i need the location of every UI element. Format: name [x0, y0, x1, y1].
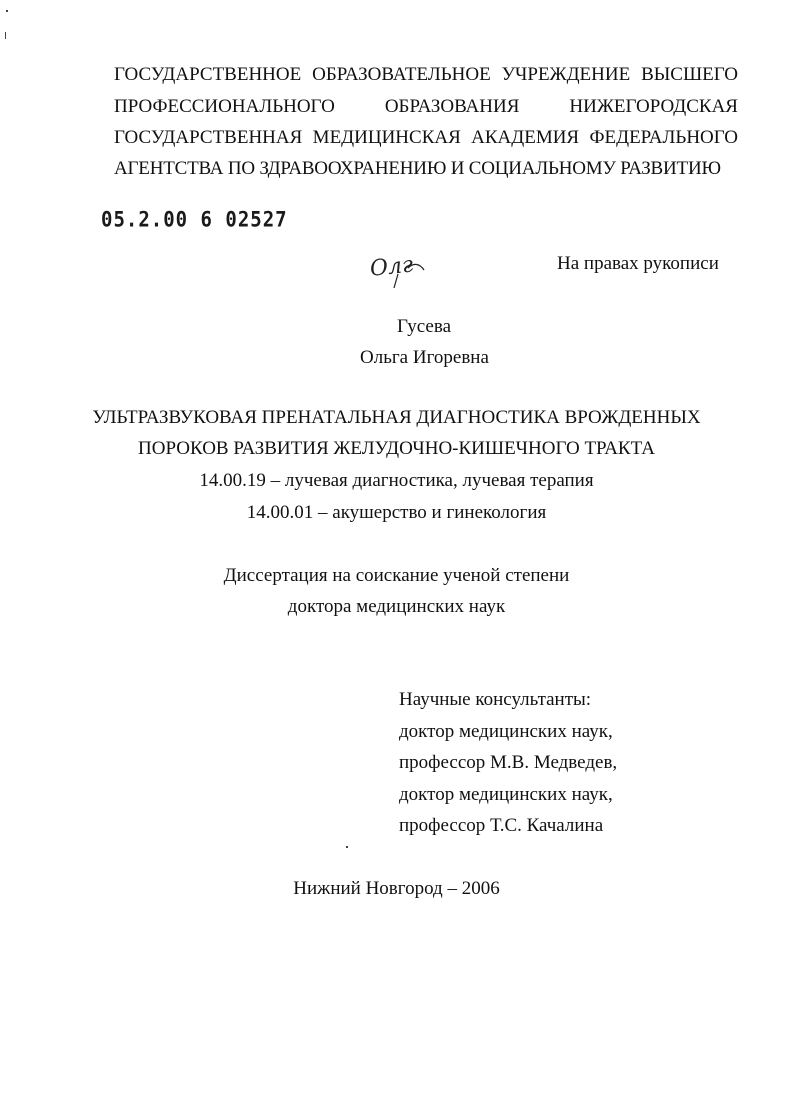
- registration-stamp-number: 05.2.00 6 02527: [101, 208, 288, 233]
- institution-line-2-word-1: ПРОФЕССИОНАЛЬНОГО: [114, 96, 335, 117]
- consultant-line-3: доктор медицинских наук,: [399, 784, 613, 805]
- scan-speck: [6, 10, 8, 12]
- author-signature: [368, 248, 428, 295]
- institution-line-4: АГЕНТСТВА ПО ЗДРАВООХРАНЕНИЮ И СОЦИАЛЬНОМУ РАЗВИТИЮ: [114, 158, 721, 179]
- consultant-line-4: профессор Т.С. Качалина: [399, 815, 604, 836]
- specialty-2: 14.00.01 – акушерство и гинекология: [246, 502, 547, 523]
- institution-line-2-word-2: ОБРАЗОВАНИЯ: [384, 96, 520, 117]
- consultant-line-2: профессор М.В. Медведев,: [399, 752, 618, 773]
- institution-line-2: [114, 96, 738, 118]
- signature-text: Олг: [368, 252, 415, 282]
- title-line-2: ПОРОКОВ РАЗВИТИЯ ЖЕЛУДОЧНО-КИШЕЧНОГО ТРАКТА: [138, 438, 655, 459]
- degree-line-1: Диссертация на соискание ученой степени: [223, 565, 570, 586]
- title-line-1: УЛЬТРАЗВУКОВАЯ ПРЕНАТАЛЬНАЯ ДИАГНОСТИКА ВРОЖДЕННЫХ: [92, 407, 701, 428]
- scan-speck: [346, 846, 348, 848]
- place-year: Нижний Новгород – 2006: [293, 878, 500, 899]
- author-surname: Гусева: [397, 316, 452, 337]
- institution-line-1: ГОСУДАРСТВЕННОЕ ОБРАЗОВАТЕЛЬНОЕ УЧРЕЖДЕНИЕ ВЫСШЕГО: [114, 64, 738, 85]
- institution-line-3: ГОСУДАРСТВЕННАЯ МЕДИЦИНСКАЯ АКАДЕМИЯ ФЕДЕРАЛЬНОГО: [114, 127, 738, 148]
- consultants-heading: Научные консультанты:: [399, 689, 592, 710]
- signature-scribble: [368, 248, 428, 290]
- author-name: Ольга Игоревна: [360, 347, 489, 368]
- consultant-line-1: доктор медицинских наук,: [399, 721, 613, 742]
- scan-speck: [5, 32, 6, 39]
- degree-line-2: доктора медицинских наук: [287, 596, 506, 617]
- institution-line-2-word-3: НИЖЕГОРОДСКАЯ: [569, 96, 738, 117]
- manuscript-rights: На правах рукописи: [557, 253, 719, 274]
- specialty-1: 14.00.19 – лучевая диагностика, лучевая терапия: [199, 470, 594, 491]
